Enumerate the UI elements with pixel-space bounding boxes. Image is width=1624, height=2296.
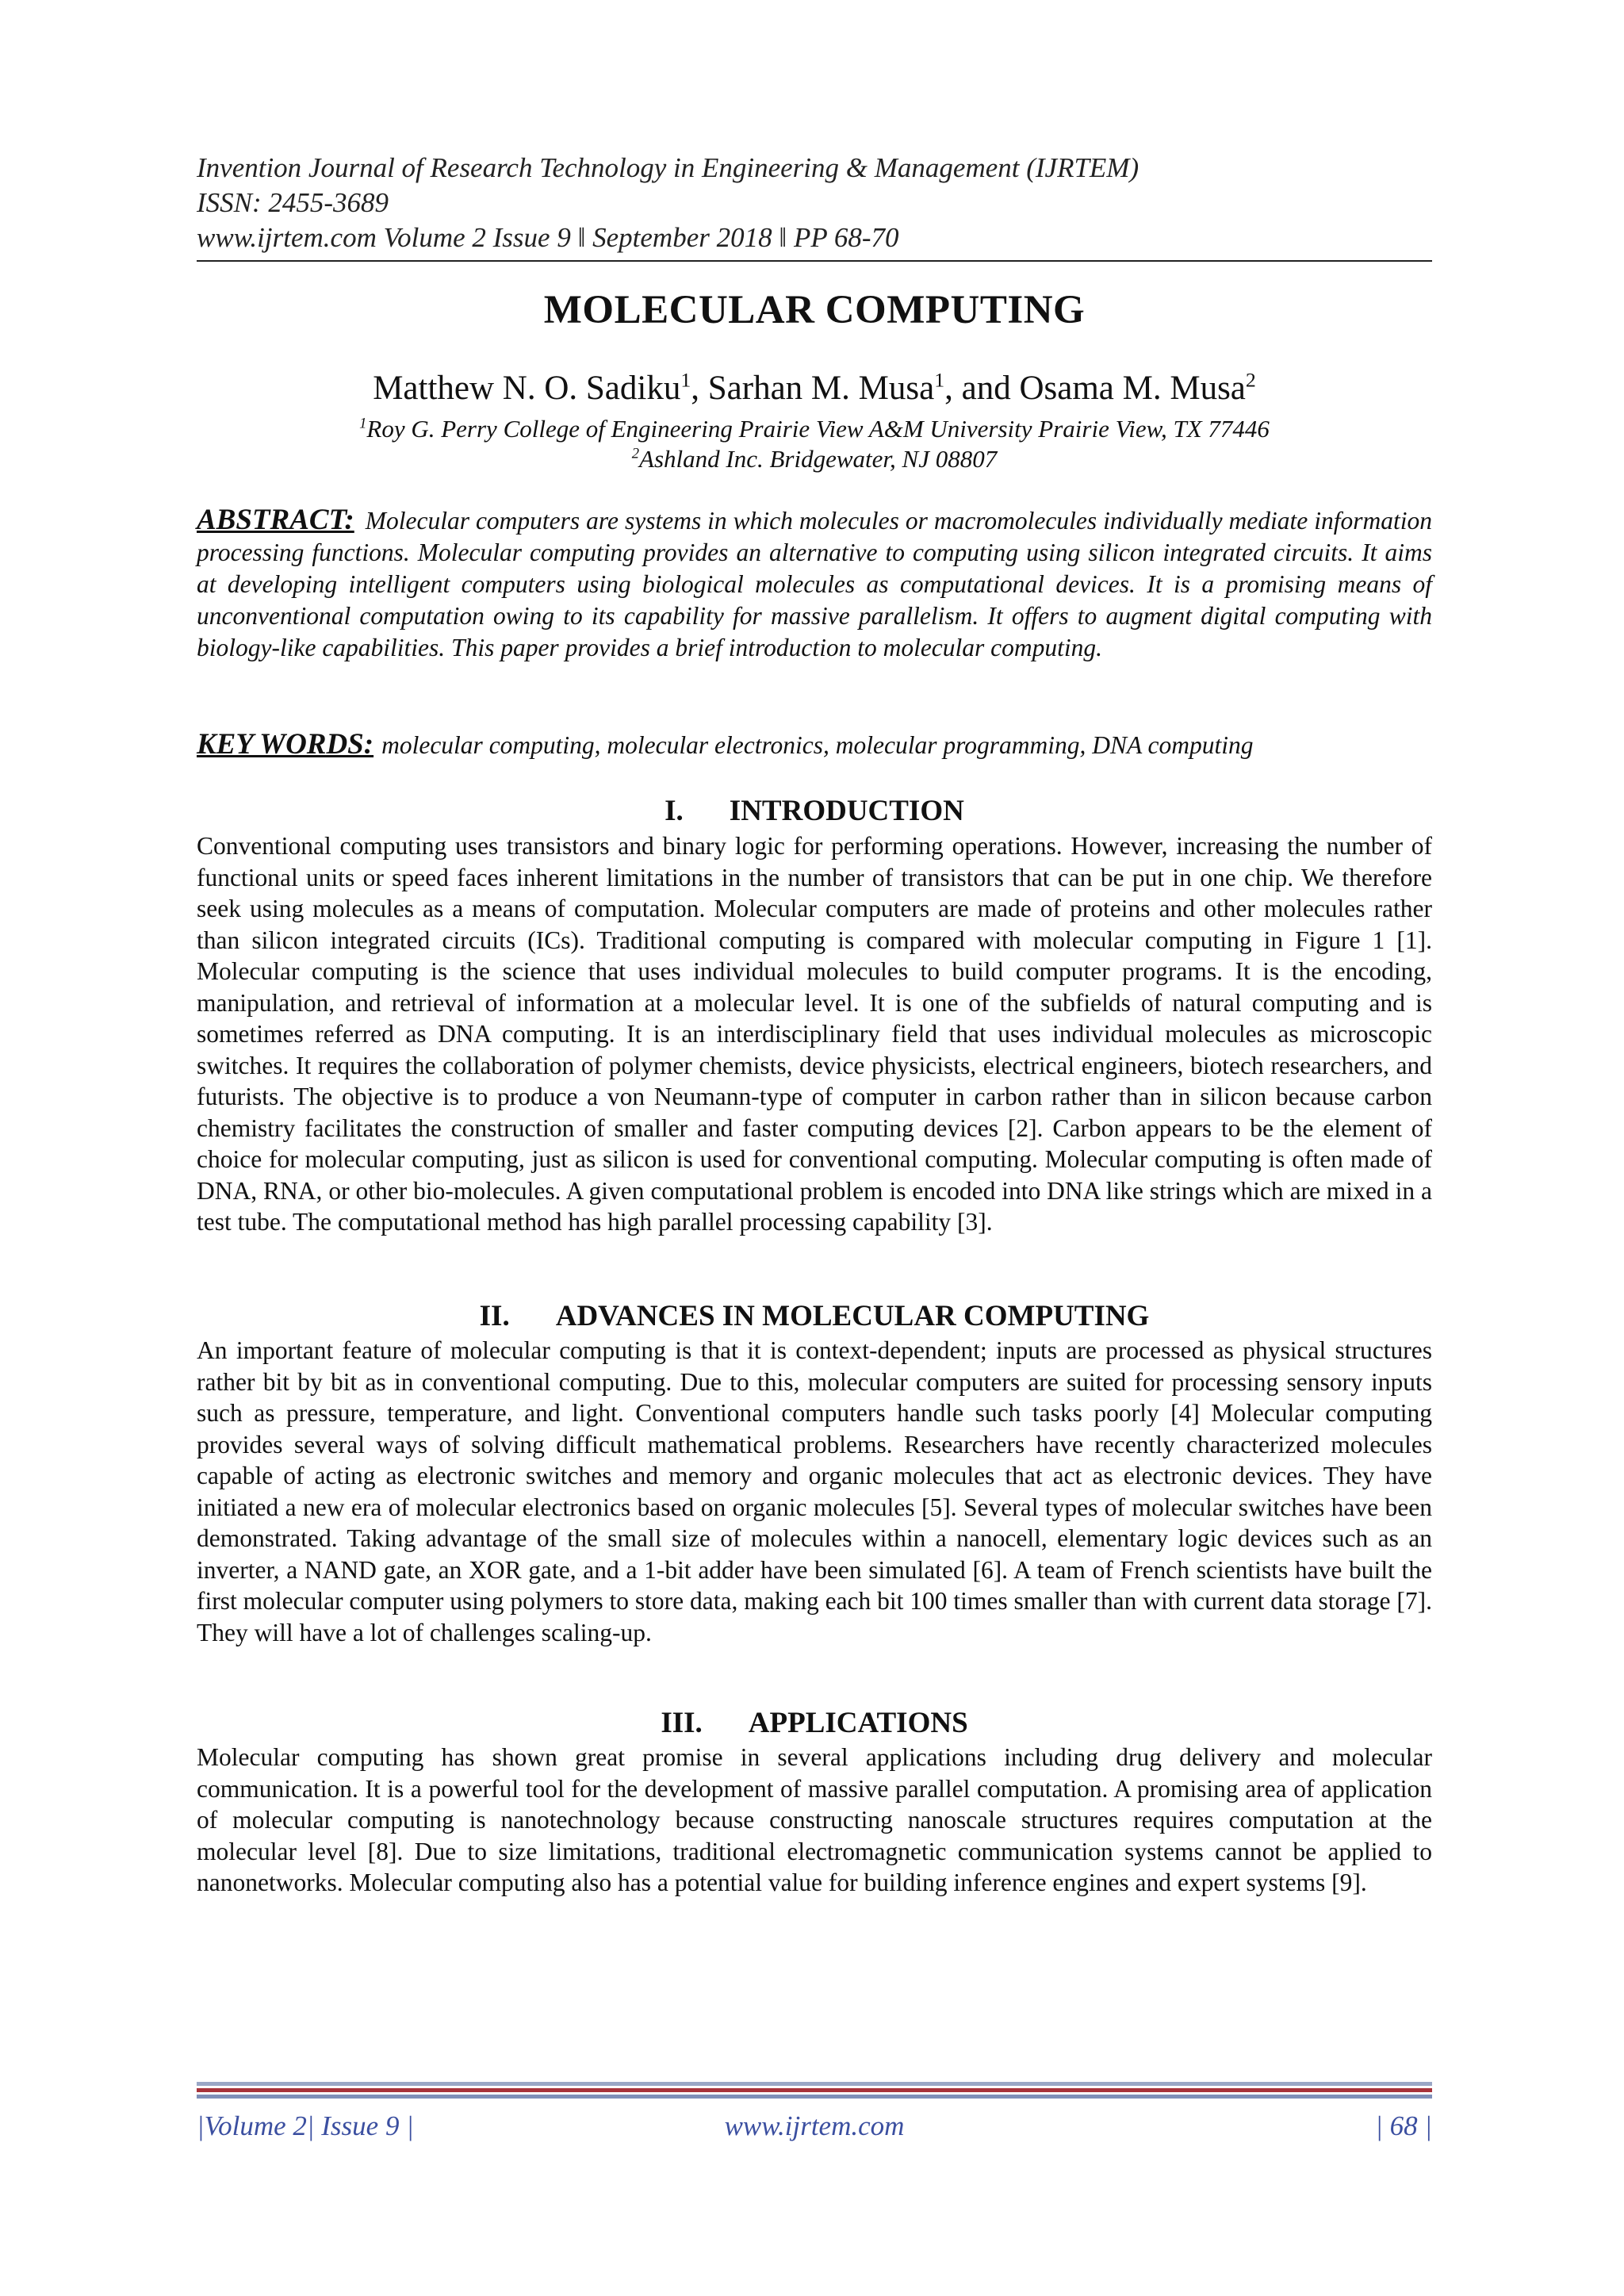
affiliation-text: Ashland Inc. Bridgewater, NJ 08807 (639, 445, 998, 473)
author-name: Sarhan M. Musa (707, 370, 935, 407)
abstract-label: ABSTRACT: (197, 504, 354, 536)
footer-page-number: | 68 | (1375, 2110, 1432, 2141)
author-affil-marker: 2 (1245, 368, 1256, 392)
author-affil-marker: 1 (680, 368, 691, 392)
author-separator: , (691, 370, 708, 407)
section-title: APPLICATIONS (748, 1707, 968, 1739)
journal-volume-line: www.ijrtem.com Volume 2 Issue 9 ǁ September 2018 ǁ PP 68-70 (197, 222, 899, 253)
author-name: Osama M. Musa (1019, 370, 1246, 407)
section-heading-introduction (197, 794, 1432, 829)
author-name: Matthew N. O. Sadiku (373, 370, 681, 407)
footer-volume-issue: |Volume 2| Issue 9 | (197, 2110, 414, 2141)
section-title: ADVANCES IN MOLECULAR COMPUTING (555, 1300, 1150, 1332)
abstract-text: Molecular computers are systems in which molecules or macromolecules individually mediate information processing functions. Molecular computing provides an alternative to computing using silicon integrated circuits. It aims at developing intelligent computers using biological molecules as computational devices. It is a promising means of unconventional computation owing to its capability for massive parallelism. It offers to augment digital computing with biology-like capabilities. This paper provides a brief introduction to molecular computing. (197, 507, 1432, 661)
section-body-introduction: Conventional computing uses transistors and binary logic for performing operations. However, increasing the number of functional units or speed faces inherent limitations in the number of transistors that can be put in one chip. We therefore seek using molecules as a means of computation. Molecular computers are made of proteins and other molecules rather than silicon integrated circuits (ICs). Traditional computing is compared with molecular computing in Figure 1 [1]. Molecular computing is the science that uses individual molecules to build computer programs. It is the encoding, manipulation, and retrieval of information at a molecular level. It is one of the subfields of natural computing and is sometimes referred as DNA computing. It is an interdisciplinary field that uses individual molecules as microscopic switches. It requires the collaboration of polymer chemists, device physicists, electrical engineers, biotech researchers, and futurists. The objective is to produce a von Neumann-type of computer in carbon rather than in silicon because carbon chemistry facilitates the construction of smaller and faster computing devices [2]. Carbon appears to be the element of choice for molecular computing, just as silicon is used for conventional computing. Molecular computing is often made of DNA, RNA, or other bio-molecules. A given computational problem is encoded into DNA like strings which are mixed in a test tube. The computational method has high parallel processing capability [3]. (197, 832, 1432, 1236)
section-body-applications: Molecular computing has shown great promise in several applications including drug delivery and molecular communication. It is a powerful tool for the development of massive parallel computation. A promising area of application of molecular computing is nanotechnology because constructing nanoscale structures requires computation at the molecular level [8]. Due to size limitations, traditional electromagnetic communication systems cannot be applied to nanonetworks. Molecular computing also has a potential value for building inference engines and expert systems [9]. (197, 1743, 1432, 1896)
section-number: III. (661, 1707, 703, 1739)
footer-bar (197, 2088, 1432, 2092)
journal-header (197, 151, 1432, 255)
keywords-text: molecular computing, molecular electronics, molecular programming, DNA computing (381, 731, 1254, 759)
keywords (197, 728, 1432, 762)
affiliation-marker: 1 (359, 415, 367, 432)
abstract (197, 504, 1432, 664)
section-number: II. (479, 1300, 510, 1332)
section-number: I. (665, 795, 684, 827)
section-heading-advances (197, 1299, 1432, 1334)
keywords-label: KEY WORDS: (197, 728, 374, 761)
journal-name: Invention Journal of Research Technology in Engineering & Management (IJRTEM) (197, 152, 1139, 183)
paper-title: MOLECULAR COMPUTING (543, 288, 1086, 332)
header-rule (197, 260, 1432, 262)
journal-issn: ISSN: 2455-3689 (197, 187, 389, 218)
affiliation-text: Roy G. Perry College of Engineering Prairie View A&M University Prairie View, TX 77446 (366, 415, 1270, 443)
affiliation (197, 414, 1432, 444)
section-body-advances: An important feature of molecular computing is that it is context-dependent; inputs are processed as physical structures rather bit by bit as in conventional computing. Due to this, molecular computers are suited for processing sensory inputs such as pressure, temperature, and light. Conventional computers handle such tasks poorly [4] Molecular computing provides several ways of solving difficult mathematical problems. Researchers have recently characterized molecules capable of acting as electronic switches and memory and organic molecules that act as electronic devices. They have initiated a new era of molecular electronics based on organic molecules [5]. Several types of molecular switches have been demonstrated. Taking advantage of the small size of molecules within a nanocell, elementary logic devices such as an inverter, a NAND gate, an XOR gate, and a 1-bit adder have been simulated [6]. A team of French scientists have built the first molecular computer using polymers to store data, making each bit 100 times smaller than with current data storage [7]. They will have a lot of challenges scaling-up. (197, 1336, 1432, 1646)
footer-bar (197, 2082, 1432, 2086)
affiliation-marker: 2 (631, 445, 640, 462)
author-separator: , and (944, 370, 1020, 407)
footer-website: www.ijrtem.com (724, 2110, 905, 2141)
section-heading-applications (197, 1706, 1432, 1741)
author-list (197, 367, 1432, 410)
footer-rule (197, 2082, 1432, 2101)
section-title: INTRODUCTION (729, 795, 964, 827)
footer-bar (197, 2095, 1432, 2099)
page-footer (197, 2108, 1432, 2145)
author-affil-marker: 1 (934, 368, 945, 392)
affiliation (197, 444, 1432, 474)
